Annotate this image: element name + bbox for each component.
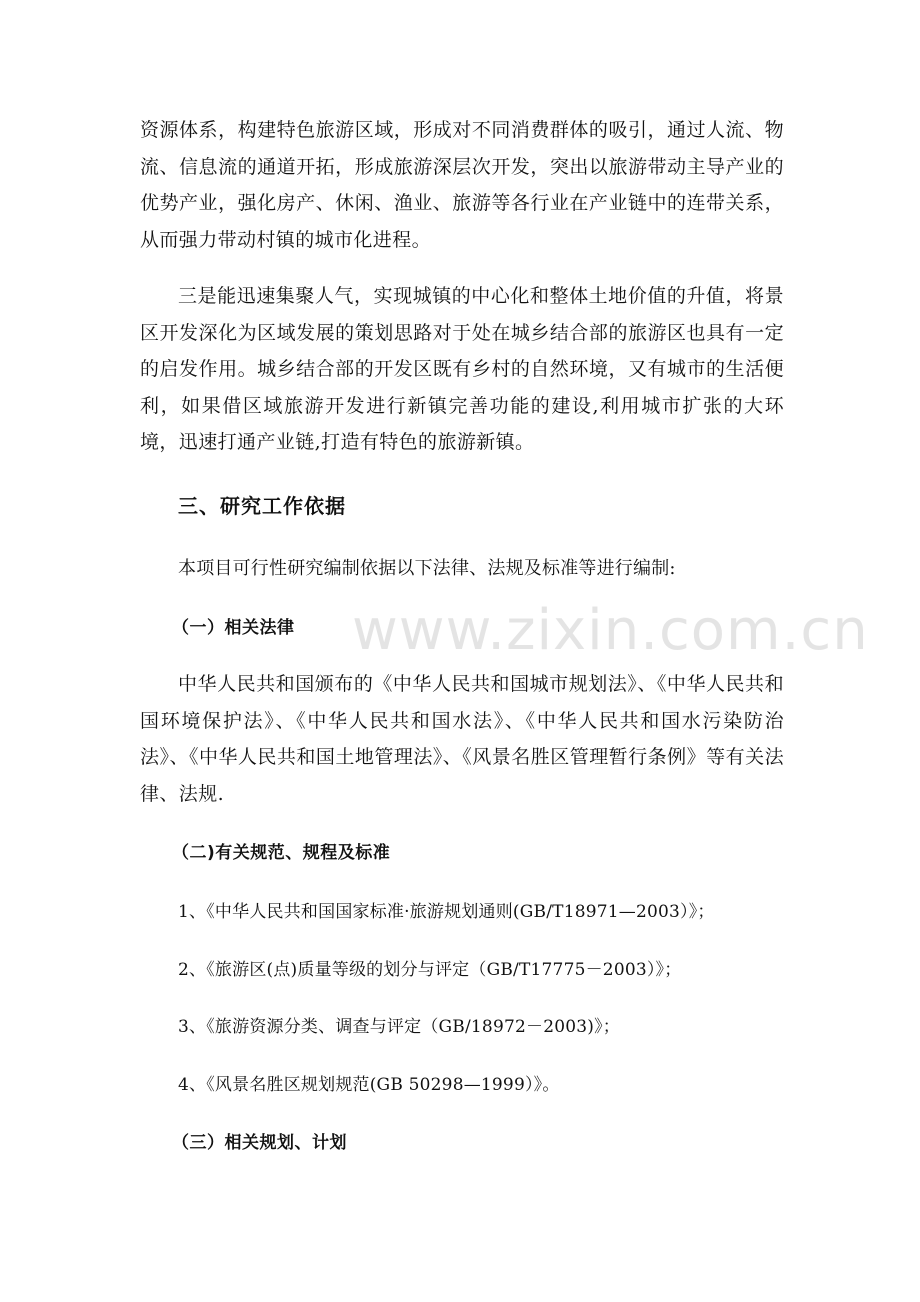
paragraph-third-point: 三是能迅速集聚人气，实现城镇的中心化和整体土地价值的升值，将景区开发深化为区域发展的策划思路对于处在城乡结合部的旅游区也具有一定的启发作用。城乡结合部的开发区既有乡村的自然环境，又有城市的生活便利，如果借区域旅游开发进行新镇完善功能的建设,利用城市扩张的大环境，迅速打通产业链,打造有特色的旅游新镇。 <box>140 285 784 453</box>
laws-paragraph: 中华人民共和国颁布的《中华人民共和国城市规划法》、《中华人民共和国环境保护法》、《中华人民共和国水法》、《中华人民共和国水污染防治法》、《中华人民共和国土地管理法》、《风景名胜区管理暂行条例》等有关法律、法规. <box>140 673 784 805</box>
standard-item-1: 1、《中华人民共和国国家标准·旅游规划通则(GB/T18971—2003）》； <box>178 902 715 922</box>
standard-item-4: 4、《风景名胜区规划规范(GB 50298—1999）》。 <box>178 1075 560 1095</box>
standard-item-3: 3、《旅游资源分类、调查与评定（GB/18972－2003)》； <box>178 1017 620 1037</box>
standard-item-2: 2、《旅游区(点)质量等级的划分与评定（GB/T17775－2003）》； <box>178 960 682 980</box>
watermark-text: www.zixin.com.cn <box>352 598 869 663</box>
section-title: 三、研究工作依据 <box>178 494 346 518</box>
intro-line: 本项目可行性研究编制依据以下法律、法规及标准等进行编制: <box>178 558 676 579</box>
subsection-standards-title: （二)有关规范、规程及标准 <box>172 843 391 863</box>
paragraph-resources: 资源体系，构建特色旅游区域，形成对不同消费群体的吸引，通过人流、物流、信息流的通道开拓，形成旅游深层次开发，突出以旅游带动主导产业的优势产业，强化房产、休闲、渔业、旅游等各行业在产业链中的连带关系，从而强力带动村镇的城市化进程。 <box>140 119 784 251</box>
subsection-laws-title: （一）相关法律 <box>172 618 295 638</box>
subsection-plans-title: （三）相关规划、计划 <box>172 1133 347 1153</box>
